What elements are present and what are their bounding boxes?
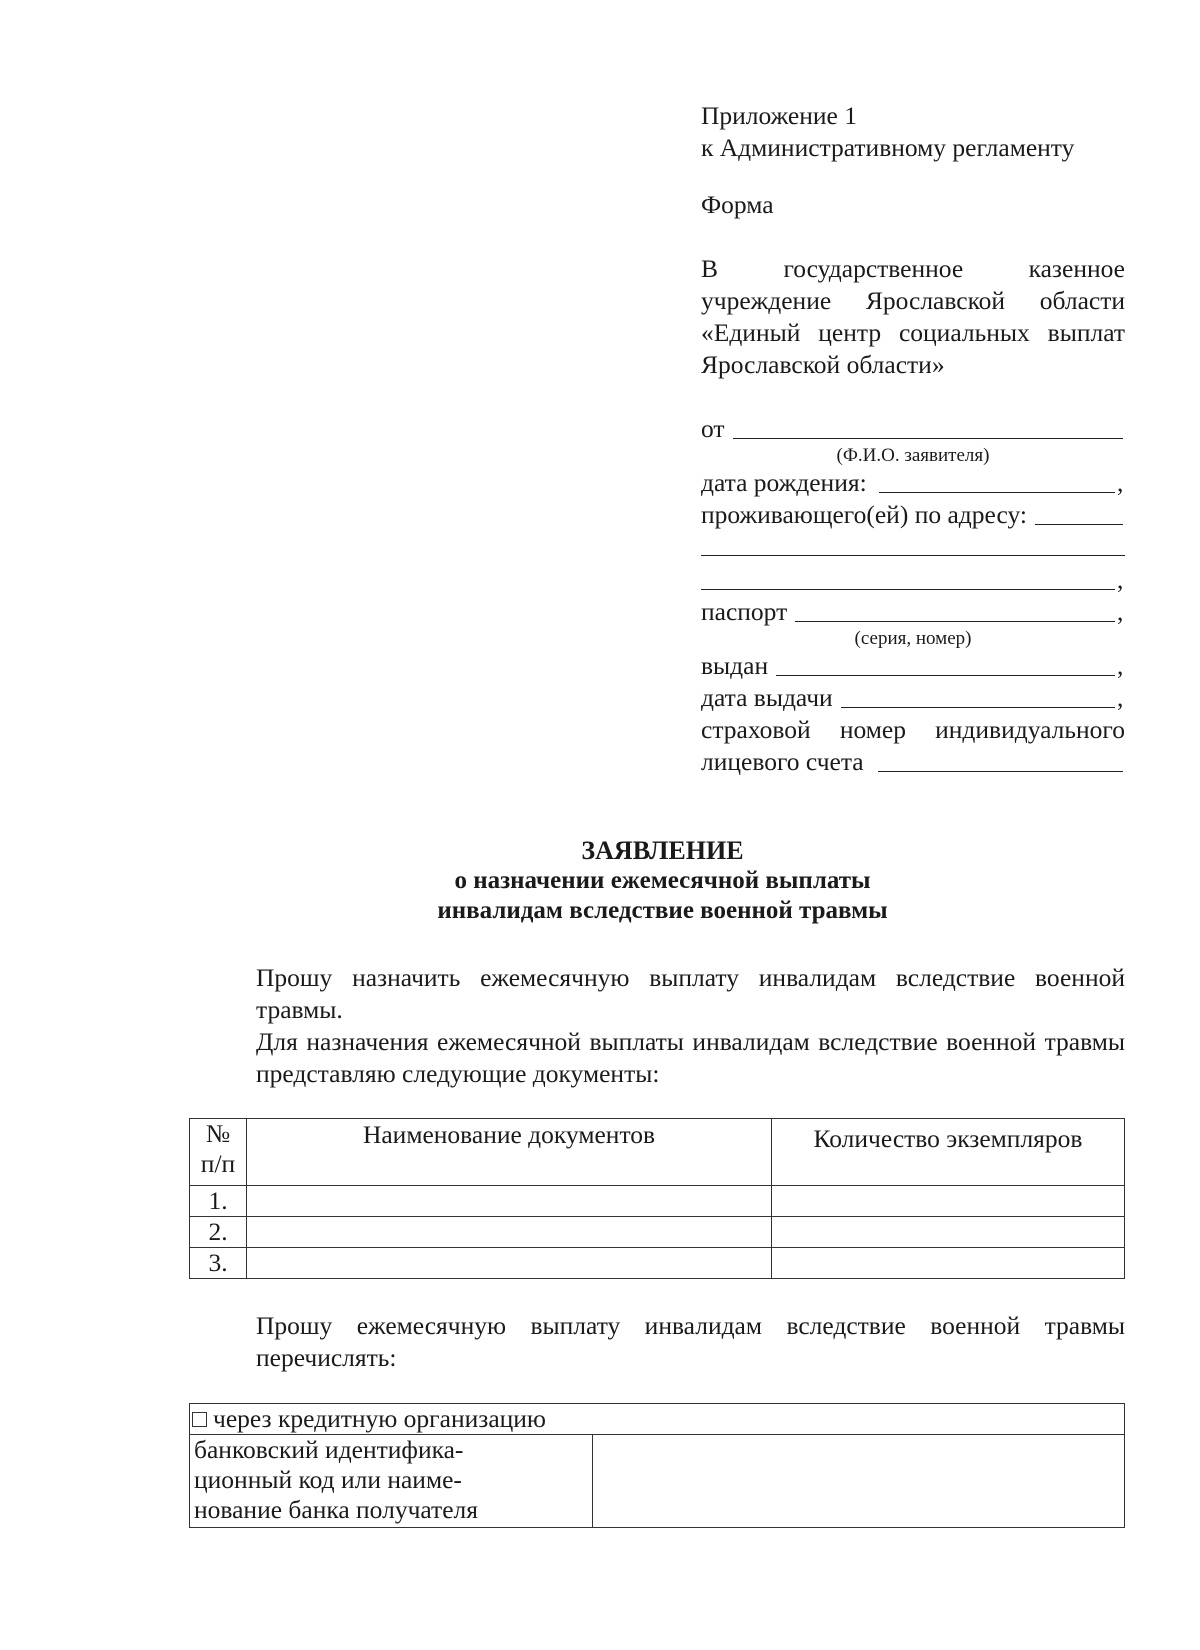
bank-label-line: банковский идентифика-: [194, 1435, 464, 1464]
checkbox-icon[interactable]: [192, 1412, 207, 1427]
snils-row: [701, 746, 1125, 778]
passport-field[interactable]: [795, 599, 1115, 622]
form-label-block: [701, 189, 1125, 221]
request-text: Прошу назначить ежемесячную выплату инвалидам вследствие военной травмы.: [256, 963, 1125, 1024]
documents-table: [189, 1118, 1125, 1279]
issued-row: выдан ,: [701, 651, 1124, 680]
recipient-line: Ярославской области»: [701, 350, 945, 379]
table-row: [190, 1186, 1125, 1217]
recipient-line: «Единый центр социальных выплат: [701, 318, 1125, 347]
table-row: [190, 1217, 1125, 1248]
birth-date-field[interactable]: [879, 470, 1115, 493]
issue-date-label: дата выдачи: [701, 683, 833, 712]
address-row: [701, 499, 1125, 531]
recipient-line: В государственное казенное: [701, 254, 1125, 283]
fio-field[interactable]: [733, 416, 1123, 439]
issue-date-row: дата выдачи ,: [701, 683, 1124, 712]
recipient-line: учреждение Ярославской области: [701, 286, 1125, 315]
applicant-block: [701, 413, 1125, 778]
address-row-3: ,: [701, 564, 1125, 596]
bank-row: [190, 1435, 1125, 1528]
fio-hint: (Ф.И.О. заявителя): [836, 445, 990, 466]
col-num-label: п/п: [200, 1149, 236, 1178]
col-num-label: №: [205, 1119, 231, 1148]
payment-option-row: [190, 1404, 1125, 1435]
recipient-block: [701, 253, 1125, 381]
form-label: Форма: [701, 190, 774, 219]
title-line-2: о назначении ежемесячной выплаты: [454, 867, 871, 894]
credit-org-option[interactable]: [190, 1404, 1125, 1435]
passport-label: паспорт: [701, 597, 788, 626]
quantity-cell[interactable]: [772, 1186, 1125, 1217]
table-header-row: [190, 1119, 1125, 1186]
from-label: от: [701, 414, 725, 443]
payment-text: Прошу ежемесячную выплату инвалидам вследствие военной травмы перечислять:: [256, 1311, 1125, 1372]
address-field[interactable]: [1035, 502, 1123, 525]
snils-field[interactable]: [878, 749, 1123, 772]
payment-table: [189, 1403, 1125, 1528]
appendix-block: [701, 100, 1125, 164]
quantity-cell[interactable]: [772, 1217, 1125, 1248]
row-number: 1.: [190, 1186, 247, 1217]
col-name-header: Наименование документов: [247, 1119, 772, 1186]
address-field-line-3[interactable]: [701, 567, 1115, 590]
row-number: 2.: [190, 1217, 247, 1248]
title-line-3: инвалидам вследствие военной травмы: [437, 897, 888, 924]
credit-org-label: через кредитную организацию: [213, 1404, 546, 1433]
table-row: [190, 1248, 1125, 1279]
col-num-header: [190, 1119, 247, 1186]
quantity-cell[interactable]: [772, 1248, 1125, 1279]
issued-field[interactable]: [776, 653, 1115, 676]
document-name-cell[interactable]: [247, 1248, 772, 1279]
snils-label-line1: страховой номер индивидуального: [701, 715, 1125, 744]
documents-paragraph: [189, 1026, 1125, 1090]
bank-label-cell: [190, 1435, 593, 1528]
documents-text: Для назначения ежемесячной выплаты инвалидам вследствие военной травмы представляю следующие документы:: [256, 1027, 1125, 1088]
document-name-cell[interactable]: [247, 1186, 772, 1217]
address-field-line-2[interactable]: [701, 533, 1125, 556]
row-number: 3.: [190, 1248, 247, 1279]
bank-label-line: ционный код или наиме-: [194, 1465, 462, 1494]
issued-label: выдан: [701, 651, 769, 680]
snils-label-line2: лицевого счета: [701, 747, 864, 776]
bank-value-cell[interactable]: [593, 1435, 1125, 1528]
document-title: [190, 836, 1135, 926]
issue-date-field[interactable]: [841, 685, 1115, 708]
passport-hint: (серия, номер): [854, 628, 972, 649]
birth-row: дата рождения: ,: [701, 468, 1124, 497]
from-row: [701, 413, 1125, 445]
bank-label-line: нование банка получателя: [194, 1495, 478, 1524]
title-line-1: ЗАЯВЛЕНИЕ: [581, 836, 744, 865]
appendix-reference: к Административному регламенту: [701, 133, 1075, 162]
address-label: проживающего(ей) по адресу:: [701, 500, 1027, 529]
request-paragraph: [189, 962, 1125, 1026]
appendix-number: Приложение 1: [701, 101, 857, 130]
col-qty-header: Количество экземпляров: [772, 1119, 1125, 1186]
payment-paragraph: [189, 1310, 1125, 1374]
passport-row: паспорт ,: [701, 597, 1124, 626]
birth-label: дата рождения:: [701, 468, 867, 497]
document-name-cell[interactable]: [247, 1217, 772, 1248]
